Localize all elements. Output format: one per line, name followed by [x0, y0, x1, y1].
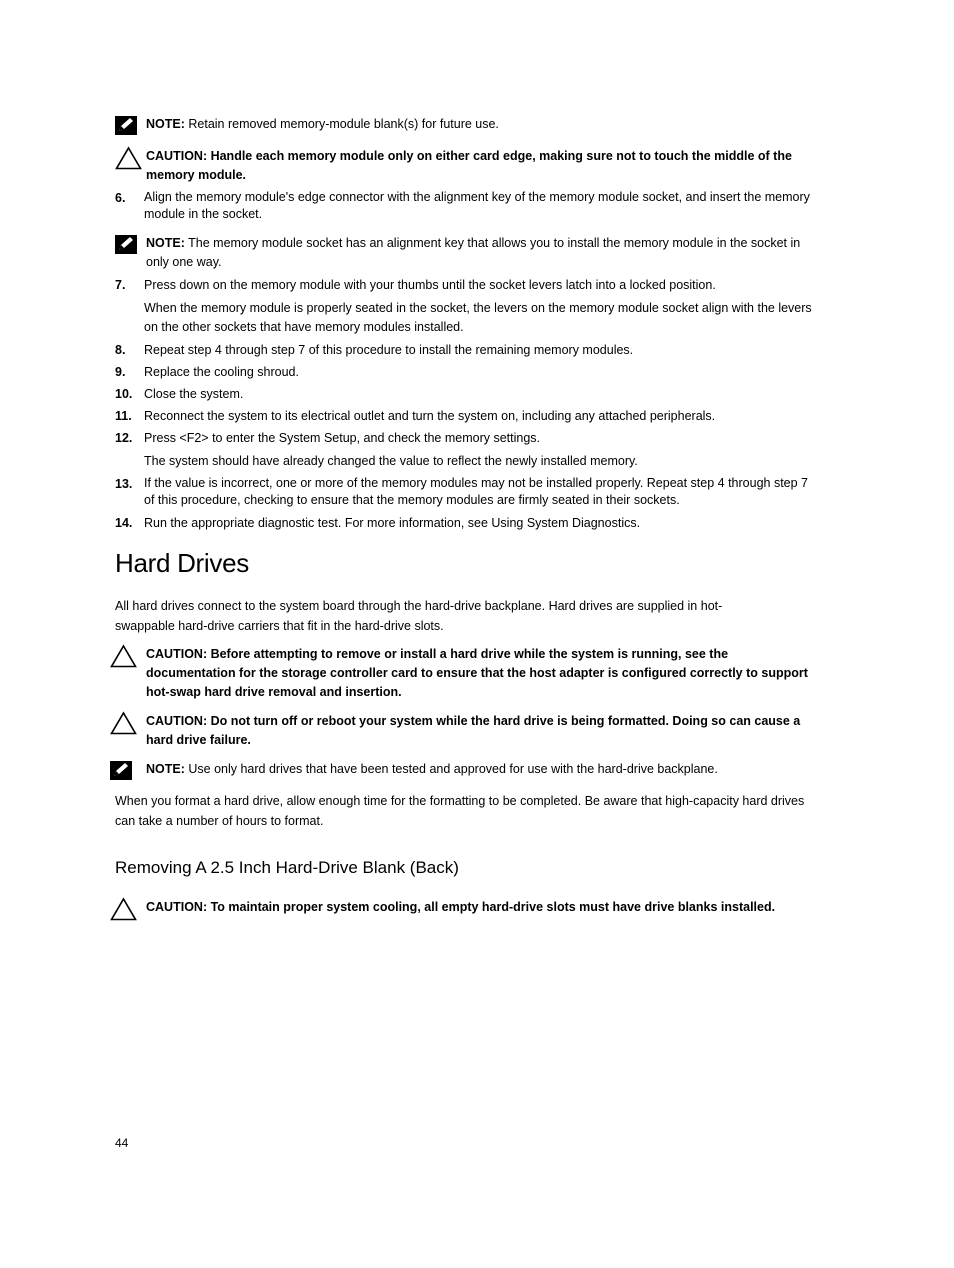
caution-triangle-icon [110, 711, 137, 735]
note-text: Use only hard drives that have been tested and approved for use with the hard-drive backplane. [184, 762, 718, 776]
section-heading: Hard Drives [115, 548, 249, 578]
step-text: Press down on the memory module with your thumbs until the socket levers latch into a locked position. [144, 278, 716, 292]
step-number: 10. [115, 387, 133, 401]
step-text: If the value is incorrect, one or more of the memory modules may not be installed properly. Repeat step 4 through step 7 of this procedure, checking to ensure that the memory modules are firmly seated in their sockets. [144, 476, 809, 507]
step-text: Reconnect the system to its electrical outlet and turn the system on, including any attached peripherals. [144, 409, 716, 423]
step-number: 7. [115, 278, 126, 292]
note-label: NOTE: [146, 762, 185, 776]
step-text: Press <F2> to enter the System Setup, and check the memory settings. [144, 431, 541, 445]
step-text: Replace the cooling shroud. [144, 365, 299, 379]
step-number: 14. [115, 516, 133, 530]
note-label: NOTE: [146, 117, 185, 131]
step-number: 9. [115, 365, 126, 379]
note-pencil-icon [115, 116, 137, 135]
caution-triangle-icon [110, 897, 137, 921]
caution-triangle-icon [115, 146, 142, 170]
step-number: 12. [115, 431, 133, 445]
note-text: The memory module socket has an alignment key that allows you to install the memory module in the socket in only one way. [146, 236, 801, 269]
step-number: 13. [115, 477, 133, 491]
caution-callout: CAUTION: Do not turn off or reboot your system while the hard drive is being formatted. Doing so can cause a hard drive failure. [146, 714, 801, 747]
note-pencil-icon [115, 235, 137, 254]
note-label: NOTE: [146, 236, 185, 250]
step-number: 6. [115, 191, 126, 205]
step-text: Repeat step 4 through step 7 of this procedure to install the remaining memory modules. [144, 343, 634, 357]
step-detail: The system should have already changed the value to reflect the newly installed memory. [144, 454, 638, 468]
step-number: 8. [115, 343, 126, 357]
step-number: 11. [115, 409, 132, 423]
caution-triangle-icon [110, 644, 137, 668]
caution-callout: CAUTION: Handle each memory module only on either card edge, making sure not to touch the middle of the memory module. [146, 149, 792, 182]
step-text: Close the system. [144, 387, 244, 401]
caution-callout: CAUTION: To maintain proper system cooling, all empty hard-drive slots must have drive blanks installed. [146, 900, 776, 914]
note-pencil-icon [110, 761, 132, 780]
step-text: Align the memory module's edge connector with the alignment key of the memory module socket, and insert the memory module in the socket. [144, 190, 810, 221]
caution-callout: CAUTION: Before attempting to remove or install a hard drive while the system is running, see the documentation for the storage controller card to ensure that the host adapter is configured correctly to support hot-swap hard drive removal and insertion. [146, 647, 808, 699]
subsection-heading: Removing A 2.5 Inch Hard-Drive Blank (Back) [115, 858, 459, 877]
note-callout [146, 760, 811, 779]
step-detail: When the memory module is properly seated in the socket, the levers on the memory module socket align with the levers on the other sockets that have memory modules installed. [144, 301, 812, 334]
page-number: 44 [115, 1136, 129, 1150]
note-text: Retain removed memory-module blank(s) for future use. [184, 117, 499, 131]
format-paragraph: When you format a hard drive, allow enough time for the formatting to be completed. Be aware that high-capacity hard drives can take a number of hours to format. [115, 794, 805, 828]
intro-paragraph: All hard drives connect to the system board through the hard-drive backplane. Hard drives are supplied in hot-swappable hard-drive carriers that fit in the hard-drive slots. [115, 599, 723, 633]
note-callout [146, 115, 811, 134]
note-callout [146, 234, 811, 272]
step-text: Run the appropriate diagnostic test. For more information, see Using System Diagnostics. [144, 516, 641, 530]
